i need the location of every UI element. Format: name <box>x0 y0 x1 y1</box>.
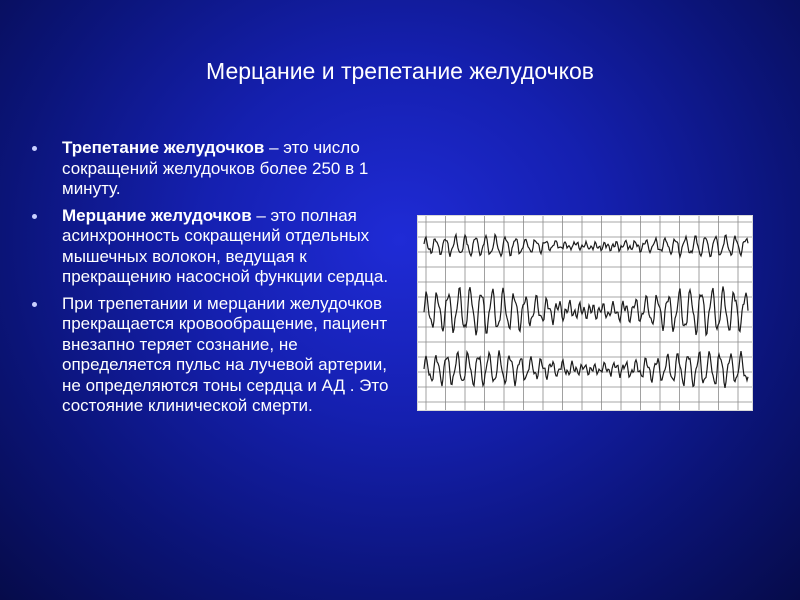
ecg-strip-image <box>417 215 753 411</box>
ecg-trace <box>424 235 748 257</box>
bullet-term: Мерцание желудочков <box>62 205 252 225</box>
bullet-text: – это число сокращений желудочков более 250 в 1 минуту. <box>62 138 369 198</box>
bullet-item-fibrillation <box>30 206 400 288</box>
bullet-dot-icon <box>32 302 37 307</box>
bullet-dot-icon <box>32 214 37 219</box>
ecg-traces <box>424 235 748 388</box>
bullet-term: Трепетание желудочков <box>62 138 265 157</box>
bullet-list <box>30 138 400 423</box>
bullet-text: При трепетании и мерцании желудочков прекращается кровообращение, пациент внезапно теряет сознание, не определяется пульс на лучевой артерии, не определяются тоны сердца и АД . Это состояние клинической смерти. <box>62 293 389 415</box>
ecg-strip-icon <box>418 216 752 410</box>
ecg-trace <box>424 287 748 336</box>
bullet-item-flutter <box>30 138 400 200</box>
bullet-text: – это полная асинхронность сокращений отдельных мышечных волокон, ведущая к прекращению насосной функции сердца. <box>62 205 389 286</box>
ecg-trace <box>424 350 748 388</box>
slide-title: Мерцание и трепетание желудочков <box>206 58 594 84</box>
bullet-dot-icon <box>32 146 37 151</box>
bullet-item-clinical-death <box>30 294 400 417</box>
